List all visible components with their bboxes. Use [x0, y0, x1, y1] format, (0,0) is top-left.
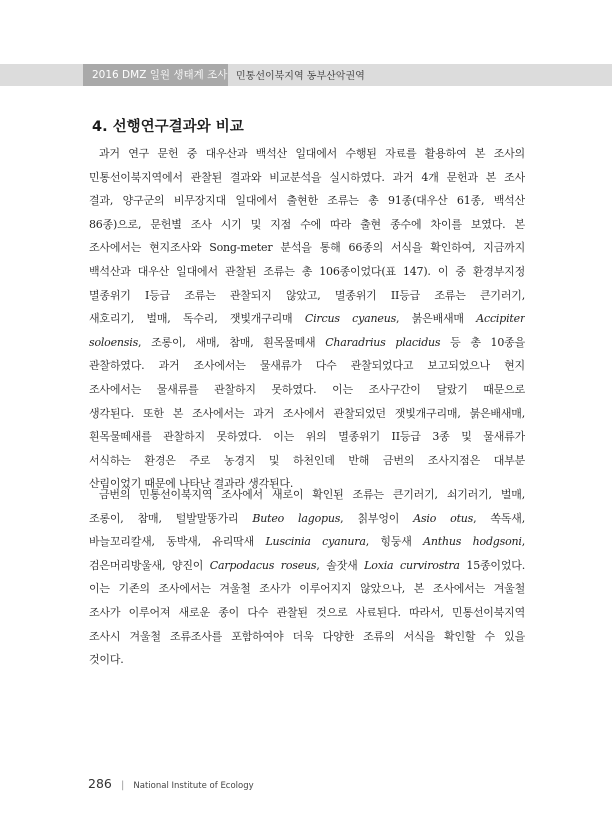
text-line: 산림이었기 때문에 나타난 결과라 생각된다.	[89, 477, 294, 491]
header-report-title: 2016 DMZ 일원 생태계 조사	[92, 69, 228, 81]
text-line: 것이다.	[89, 653, 124, 667]
page-number: 286	[88, 776, 112, 791]
footer-separator: |	[120, 780, 125, 791]
header-chapter-title: 민통선이북지역 동부산악권역	[236, 71, 365, 82]
text-line: 86종)으로, 문헌별 조사 시기 및 지점 수에 따라 출현 종수에 차이를 보였다. 본	[89, 217, 525, 231]
text-line: 조롱이, 참매, 털발말똥가리 Buteo lagopus, 칡부엉이 Asio otus, 쏙독새,	[89, 511, 525, 525]
institute-name: National Institute of Ecology	[133, 781, 254, 791]
text-line: 조사에서는 현지조사와 Song-meter 분석을 통해 66종의 서식을 확인하여, 지금까지	[89, 241, 525, 255]
text-line: 금번의 민통선이북지역 조사에서 새로이 확인된 조류는 큰기러기, 쇠기러기, 벌매,	[99, 488, 525, 501]
text-line: 흰목물떼새를 관찰하지 못하였다. 이는 위의 멸종위기 II등급 3종 및 물새류가	[89, 430, 525, 444]
page-footer	[88, 773, 254, 792]
text-line: 멸종위기 I등급 조류는 관찰되지 않았고, 멸종위기 II등급 조류는 큰기러기,	[89, 288, 525, 302]
text-line: 결과, 양구군의 비무장지대 일대에서 출현한 조류는 총 91종(대우산 61종, 백석산	[89, 194, 525, 208]
text-line: 바늘꼬리칼새, 동박새, 유리딱새 Luscinia cyanura, 힝둥새 Anthus hodgsoni,	[89, 535, 525, 549]
text-line: 서식하는 환경은 주로 농경지 및 하천인데 반해 금번의 조사지점은 대부분	[89, 453, 525, 467]
text-line: 새호리기, 벌매, 독수리, 잿빛개구리매 Circus cyaneus, 붉은배새매 Accipiter	[89, 312, 525, 326]
text-line: 조사시 겨울철 조류조사를 포함하여야 더욱 다양한 조류의 서식을 확인할 수 있을	[89, 629, 525, 643]
text-line: 생각된다. 또한 본 조사에서는 과거 조사에서 관찰되었던 잿빛개구리매, 붉은배새매,	[89, 406, 525, 420]
paragraph-2	[89, 483, 525, 672]
text-line: 과거 연구 문헌 중 대우산과 백석산 일대에서 수행된 자료를 활용하여 본 조사의	[99, 147, 525, 160]
text-line: 백석산과 대우산 일대에서 관찰된 조류는 총 106종이었다(표 147). 이 중 환경부지정	[89, 264, 525, 278]
text-line: 조사가 이루어져 새로운 종이 다수 관찰된 것으로 사료된다. 따라서, 민통선이북지역	[89, 605, 525, 619]
text-line: 이는 기존의 조사에서는 겨울철 조사가 이루어지지 않았으나, 본 조사에서는 겨울철	[89, 582, 525, 596]
text-line: 민통선이북지역에서 관찰된 결과와 비교분석을 실시하였다. 과거 4개 문헌과 본 조사	[89, 170, 525, 184]
text-line: 관찰하였다. 과거 조사에서는 물새류가 다수 관찰되었다고 보고되었으나 현지	[89, 359, 525, 373]
text-line: soloensis, 조롱이, 새매, 참매, 흰목물떼새 Charadrius placidus 등 총 10종을	[89, 335, 525, 349]
section-title: 4. 선행연구결과와 비교	[92, 119, 244, 135]
text-line: 검은머리방울새, 양진이 Carpodacus roseus, 솔잣새 Loxia curvirostra 15종이었다.	[89, 558, 525, 572]
text-line: 조사에서는 물새류를 관찰하지 못하였다. 이는 조사구간이 달랐기 때문으로	[89, 382, 525, 396]
paragraph-1	[89, 142, 525, 496]
header-report-tab	[83, 64, 228, 86]
